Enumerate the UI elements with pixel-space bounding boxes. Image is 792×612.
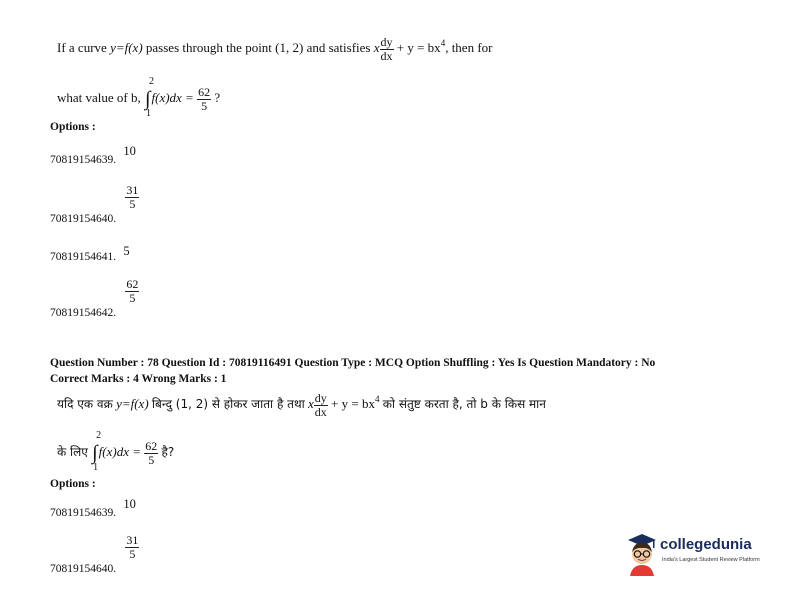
option-value: 10: [123, 497, 136, 511]
q78-dy: dy: [314, 391, 327, 405]
q77-line2: [57, 76, 221, 120]
q77-rhs-num: 62: [198, 85, 211, 99]
q77-dy: dy: [380, 35, 393, 49]
option-num: 31: [126, 533, 139, 547]
q78-dx: dx: [314, 404, 327, 419]
options-label-q78: Options :: [50, 478, 96, 490]
options-label-q77: Options :: [50, 121, 96, 133]
q78-curve-eq: y=f(x): [116, 396, 149, 412]
q77-dx: dx: [380, 48, 393, 63]
option-den: 5: [129, 290, 136, 305]
option-row[interactable]: [50, 183, 139, 226]
q77-text-suffix: , then for: [445, 40, 493, 56]
q77-x: x: [373, 40, 380, 56]
q78-integral-sign: ∫ 2 1: [92, 430, 102, 474]
q78-header-line2: Correct Marks : 4 Wrong Marks : 1: [50, 373, 227, 385]
q77-qmark: ?: [214, 90, 221, 106]
q77-line1: [57, 36, 492, 62]
option-value: 10: [123, 144, 136, 158]
option-id: 70819154642.: [50, 307, 117, 320]
option-row[interactable]: [50, 533, 139, 576]
q78-hindi-end: है?: [161, 445, 175, 460]
q78-line1: [57, 392, 546, 418]
q77-int-lower: 1: [146, 108, 152, 120]
student-mascot-icon: [624, 530, 660, 576]
q78-power: 4: [374, 394, 380, 405]
q78-int-lower: 1: [93, 462, 99, 474]
q77-text-mid: passes through the point (1, 2) and satisfies: [145, 40, 371, 56]
q78-x: x: [308, 396, 314, 412]
q78-hindi-suffix: को संतुष्ट करता है, तो b के किस मान: [382, 397, 546, 412]
option-fraction: [125, 534, 139, 560]
q78-hindi-mid: बिन्दु (1, 2) से होकर जाता है तथा: [151, 397, 305, 412]
option-den: 5: [129, 546, 136, 561]
q77-text-prefix: If a curve: [57, 40, 107, 56]
q78-rhs: [144, 440, 158, 466]
brand-tagline: India's Largest Student Review Platform: [662, 557, 760, 563]
q78-integrand: f(x)dx =: [98, 444, 141, 460]
q77-int-upper: 2: [149, 76, 155, 88]
option-row[interactable]: [50, 143, 136, 166]
option-value: 5: [123, 244, 130, 258]
q77-rhs-den: 5: [201, 98, 208, 113]
q77-integral-sign: ∫ 2 1: [145, 76, 155, 120]
q78-line2: [57, 430, 175, 474]
q77-line2-prefix: what value of b,: [57, 90, 141, 106]
q78-rhs-den: 5: [148, 452, 155, 467]
option-num: 31: [126, 183, 139, 197]
q77-integrand: f(x)dx =: [151, 90, 194, 106]
q78-hindi-prefix: यदि एक वक्र: [57, 397, 113, 412]
q77-curve-eq: y=f(x): [110, 40, 143, 56]
collegedunia-logo: [624, 530, 774, 580]
q77-plus-y: + y = bx: [396, 40, 441, 56]
brand-name: collegedunia: [660, 536, 752, 553]
q78-header-line1: Question Number : 78 Question Id : 70819116491 Question Type : MCQ Option Shuffling : Yes Is Question Mandatory : No: [50, 357, 656, 369]
q78-hindi-line2-prefix: के लिए: [57, 445, 88, 460]
option-fraction: [125, 184, 139, 210]
q78-dydx: [314, 392, 328, 418]
option-row[interactable]: [50, 496, 136, 519]
q78-int-upper: 2: [96, 430, 102, 442]
q77-dydx: [380, 36, 394, 62]
option-id: 70819154639.: [50, 154, 117, 166]
option-num: 62: [126, 277, 139, 291]
option-id: 70819154640.: [50, 213, 117, 226]
option-id: 70819154641.: [50, 251, 117, 263]
q77-power: 4: [440, 38, 446, 49]
option-id: 70819154639.: [50, 507, 117, 519]
option-fraction: [125, 278, 139, 304]
option-id: 70819154640.: [50, 563, 117, 576]
option-row[interactable]: [50, 243, 130, 263]
option-row[interactable]: [50, 277, 139, 320]
q78-plus-y: + y = bx: [331, 396, 375, 412]
option-den: 5: [129, 196, 136, 211]
q78-rhs-num: 62: [145, 439, 158, 453]
q77-rhs: [197, 86, 211, 112]
